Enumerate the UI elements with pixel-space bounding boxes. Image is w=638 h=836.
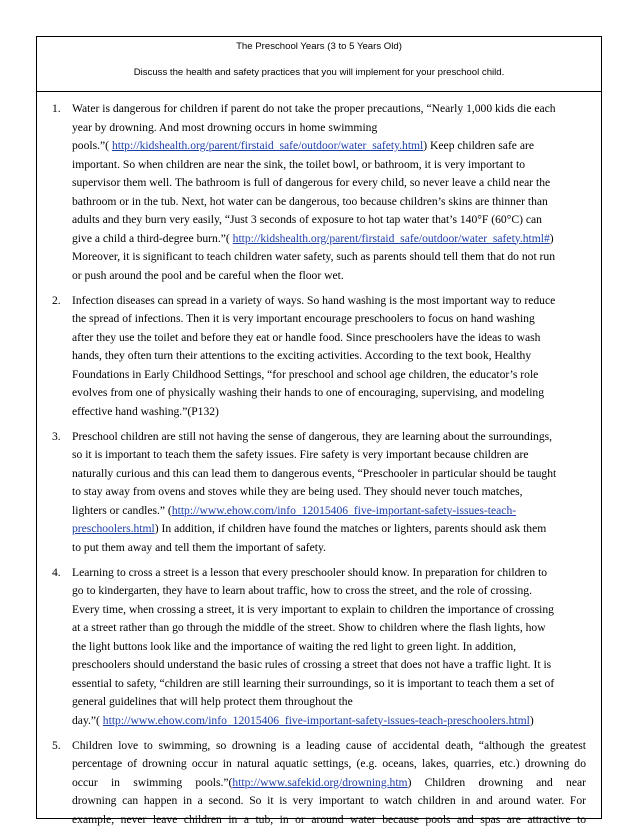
text-line: at a street rather than go through the middle of the street. Show to children where the flash lights, how xyxy=(72,621,546,634)
text-line: to stay away from ovens and stoves while they are being used. They should never touch matches, xyxy=(72,485,523,498)
text-line: effective hand washing.”(P132) xyxy=(72,404,219,418)
text-line: the spread of infections. Then it is very important encourage preschoolers to focus on hand washing xyxy=(72,312,535,325)
text-line: preschoolers should understand the basic rules of crossing a street that does not have a traffic light. It is xyxy=(72,658,552,671)
text-line: supervisor them well. The bathroom is full of dangerous for every child, so never leave a child near the xyxy=(72,176,551,189)
text-line: percentage of drowning occur in natural aquatic settings, (e.g. oceans, lakes, quarries, etc.) drowning do xyxy=(72,757,586,770)
text-line: bathroom or in the tub. Next, hot water can be dangerous, too because children’s skins are thinner than xyxy=(72,194,548,208)
text-line: so it is important to teach them the safety issues. Fire safety is very important because children are xyxy=(72,448,529,461)
text-line: year by drowning. And most drowning occurs in home swimming xyxy=(72,120,378,134)
text-line: the light buttons look like and the importance of waiting the red light to green light. In addition, xyxy=(72,639,517,653)
list-item xyxy=(52,564,586,731)
text-line: day.”( http://www.ehow.com/info_12015406_five-important-safety-issues-teach-preschoolers.html) xyxy=(72,713,534,727)
text-line: Preschool children are still not having the sense of dangerous, they are learning about the surroundings, xyxy=(72,429,553,443)
source-link[interactable]: preschoolers.html xyxy=(72,522,155,535)
list-item xyxy=(52,737,586,830)
text-line: adults and they burn very easily, “Just 3 seconds of exposure to hot tap water that’s 140°F (60°C) can xyxy=(72,213,542,226)
essay-list xyxy=(52,100,586,836)
text-line: general guidelines that will help protect them throughout the xyxy=(72,695,353,708)
source-link[interactable]: http://www.safekid.org/drowning.htm xyxy=(232,775,408,789)
text-line: Water is dangerous for children if parent do not take the proper precautions, “Nearly 1,000 kids die each xyxy=(72,102,556,115)
text-line: Learning to cross a street is a lesson that every preschooler should know. In preparation for children to xyxy=(72,565,548,579)
text-line: example, never leave children in a tub, in or around water because pools and spas are attractive to xyxy=(72,812,586,826)
source-link[interactable]: http://www.ehow.com/info_12015406_five-important-safety-issues-teach- xyxy=(171,503,517,517)
text-line: Infection diseases can spread in a variety of ways. So hand washing is the most important way to reduce xyxy=(72,293,556,307)
text-line: preschoolers.html) In addition, if children have found the matches or lighters, parents should ask them xyxy=(72,522,547,535)
text-line: give a child a third-degree burn.”( http://kidshealth.org/parent/firstaid_safe/outdoor/water_safety.html#) xyxy=(72,231,554,245)
text-line: after they use the toilet and before they eat or handle food. Since preschoolers have the ideas to wash xyxy=(72,330,541,344)
source-link[interactable]: http://www.ehow.com/info_12015406_five-important-safety-issues-teach-preschoolers.html xyxy=(102,713,530,727)
text-line: Children love to swimming, so drowning is a leading cause of accidental death, “although the greatest xyxy=(72,738,586,752)
source-link[interactable]: http://kidshealth.org/parent/firstaid_safe/outdoor/water_safety.html# xyxy=(232,231,550,245)
text-line: lighters or candles.” (http://www.ehow.com/info_12015406_five-important-safety-issues-teach- xyxy=(72,503,517,517)
text-line: naturally curious and this can lead them to dangerous events, “Preschooler in particular should be taught xyxy=(72,466,557,480)
list-item xyxy=(52,100,586,285)
text-line: important. So when children are near the sink, the toilet bowl, or bathroom, it is very important to xyxy=(72,157,526,171)
item-number: 1. xyxy=(52,102,61,115)
text-line: pools.”( http://kidshealth.org/parent/firstaid_safe/outdoor/water_safety.html) Keep children safe are xyxy=(72,139,534,152)
item-number: 2. xyxy=(52,293,61,307)
list-item xyxy=(52,292,586,422)
text-line: drowning can happen in a second. So it is very important to watch children in and around water. For xyxy=(72,794,586,807)
text-line: hands, they often turn their attentions to the exciting activities. According to the text book, Healthy xyxy=(72,349,532,362)
item-number: 4. xyxy=(52,565,61,579)
text-line: to put them away and tell them the important of safety. xyxy=(72,540,326,554)
text-line: Foundations in Early Childhood Settings, “for preschool and school age children, the educator’s role xyxy=(72,367,539,381)
page-title: The Preschool Years (3 to 5 Years Old) xyxy=(236,41,402,52)
list-item xyxy=(52,428,586,558)
item-number: 3. xyxy=(52,429,61,443)
item-number: 5. xyxy=(52,738,61,752)
assignment-prompt: Discuss the health and safety practices that you will implement for your preschool child. xyxy=(133,67,505,78)
text-line: go to kindergarten, they have to learn about traffic, how to cross the street, and the role of crossing. xyxy=(72,584,532,597)
text-line: evolves from one of physically washing their hands to one of encouraging, supervising, and modeling xyxy=(72,386,545,399)
text-line: Every time, when crossing a street, it is very important to explain to children the importance of crossing xyxy=(72,602,554,616)
text-line: or push around the pool and be careful when the floor wet. xyxy=(72,268,344,282)
text-line: Moreover, it is significant to teach children water safety, such as parents should tell them that do not run xyxy=(72,250,556,263)
text-line: essential to safety, “children are still learning their surroundings, so it is important to teach them a set of xyxy=(72,676,555,690)
text-line: occur in swimming pools.”(http://www.safekid.org/drowning.htm) Children drowning and near xyxy=(72,775,586,789)
source-link[interactable]: http://kidshealth.org/parent/firstaid_safe/outdoor/water_safety.html xyxy=(111,139,424,152)
header-box xyxy=(36,36,602,92)
